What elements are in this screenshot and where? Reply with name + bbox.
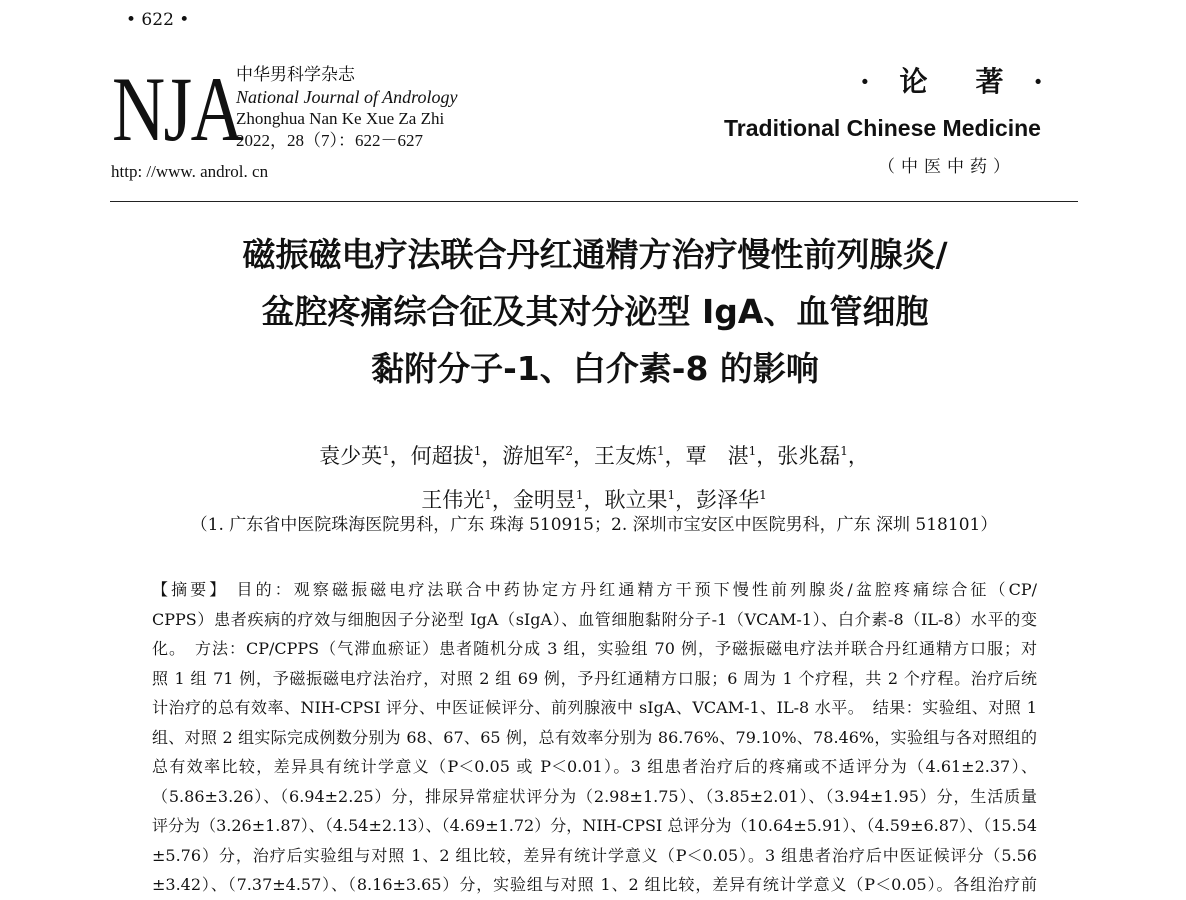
author-affiliation-mark: 1	[484, 488, 492, 502]
journal-website[interactable]: http: //www. androl. cn	[111, 162, 269, 181]
page-number: • 622 •	[126, 10, 190, 30]
abstract-line: （5.86±3.26）、（6.94±2.25）分，排尿异常症状评分为（2.98±1.75）、（3.85±2.01）、（3.94±1.95）分，生活质量	[152, 786, 1037, 806]
affiliations: （1. 广东省中医院珠海医院男科，广东 珠海 510915；2. 深圳市宝安区中医院男科，广东 深圳 518101）	[190, 515, 998, 535]
abstract-line: 评分为（3.26±1.87）、（4.54±2.13）、（4.69±1.72）分，NIH-CPSI 总评分为（10.64±5.91）、（4.59±6.87）、（15.54	[152, 816, 1037, 835]
journal-name-cn: 中华男科学杂志	[236, 65, 355, 84]
abstract-line: 照 1 组 71 例，予磁振磁电疗法治疗，对照 2 组 69 例，予丹红通精方口服；6 周为 1 个疗程，共 2 个疗程。治疗后统	[152, 668, 1037, 688]
title-line: 磁振磁电疗法联合丹红通精方治疗慢性前列腺炎/	[242, 235, 948, 274]
author-name: 游旭军$^2$	[502, 444, 573, 468]
author-separator: ，	[491, 488, 513, 512]
author-affiliation-mark: 1	[759, 488, 767, 502]
author-affiliation-mark: 1	[748, 444, 757, 458]
abstract-line: 【摘要】 目的：观察磁振磁电疗法联合中药协定方丹红通精方干预下慢性前列腺炎/盆腔疼痛综合征（CP/	[152, 580, 1037, 599]
author-affiliation-mark: 2	[565, 444, 573, 458]
abstract-line: 组、对照 2 组实际完成例数分别为 68、67、65 例，总有效率分别为 86.76%、79.10%、78.46%，实验组与各对照组的	[152, 727, 1037, 747]
author-separator: ，	[847, 444, 869, 468]
author-name: 覃 湛$^1$	[685, 444, 757, 468]
journal-logo: NJA	[112, 58, 243, 160]
journal-info	[236, 64, 458, 152]
title-line: 盆腔疼痛综合征及其对分泌型 IgA、血管细胞	[261, 292, 929, 331]
author-name: 袁少英$^1$	[319, 444, 390, 468]
author-separator: ，	[675, 488, 697, 512]
abstract-line: ±5.76）分，治疗后实验组与对照 1、2 组比较，差异有统计学意义（P＜0.05）。3 组患者治疗后中医证候评分（5.56	[152, 845, 1037, 865]
author-separator: ，	[583, 488, 605, 512]
abstract	[152, 575, 1037, 900]
author-name: 王伟光$^1$	[421, 488, 492, 512]
section-title-en: Traditional Chinese Medicine	[724, 115, 1041, 141]
author-separator: ，	[664, 444, 686, 468]
abstract-line: 计治疗的总有效率、NIH-CPSI 评分、中医证候评分、前列腺液中 sIgA、VCAM-1、IL-8 水平。 结果：实验组、对照 1	[152, 698, 1037, 717]
author-name: 王友炼$^1$	[594, 444, 665, 468]
author-affiliation-mark: 1	[657, 444, 665, 458]
section-title-cn: （中医中药）	[878, 157, 1016, 177]
author-name: 彭泽华$^1$	[696, 488, 767, 512]
journal-name-pinyin: Zhonghua Nan Ke Xue Za Zhi	[236, 109, 445, 128]
author-separator: ，	[389, 444, 411, 468]
author-affiliation-mark: 1	[575, 488, 584, 502]
title-line: 黏附分子-1、白介素-8 的影响	[371, 349, 819, 388]
author-separator: ，	[573, 444, 594, 468]
journal-citation: 2022，28（7）：622－627	[236, 131, 423, 150]
journal-name-en: National Journal of Andrology	[236, 87, 458, 107]
article-title	[100, 226, 1090, 397]
abstract-line: CPPS）患者疾病的疗效与细胞因子分泌型 IgA（sIgA）、血管细胞黏附分子-1（VCAM-1）、白介素-8（IL-8）水平的变	[152, 609, 1037, 629]
abstract-line: ±3.42）、（7.37±4.57）、（8.16±3.65）分，实验组与对照 1、2 组比较，差异有统计学意义（P＜0.05）。各组治疗前	[152, 875, 1037, 894]
author-separator: ，	[756, 444, 778, 468]
author-line-1	[110, 432, 1078, 476]
author-affiliation-mark: 1	[840, 444, 848, 458]
author-name: 张兆磊$^1$	[777, 444, 848, 468]
author-name: 何超拔$^1$	[410, 444, 482, 468]
author-affiliation-mark: 1	[473, 444, 482, 458]
author-name: 金明昱$^1$	[512, 488, 584, 512]
column-label: · 论 著 ·	[860, 65, 1053, 98]
author-name: 耿立果$^1$	[604, 488, 676, 512]
author-separator: ，	[481, 444, 503, 468]
author-affiliation-mark: 1	[667, 488, 676, 502]
abstract-line: 化。 方法：CP/CPPS（气滞血瘀证）患者随机分成 3 组，实验组 70 例，予磁振磁电疗法并联合丹红通精方口服；对	[152, 639, 1037, 658]
abstract-line: 总有效率比较，差异具有统计学意义（P＜0.05 或 P＜0.01）。3 组患者治疗后的疼痛或不适评分为（4.61±2.37）、	[152, 757, 1037, 776]
author-list	[110, 432, 1078, 520]
author-affiliation-mark: 1	[382, 444, 390, 458]
header-divider	[110, 201, 1078, 202]
